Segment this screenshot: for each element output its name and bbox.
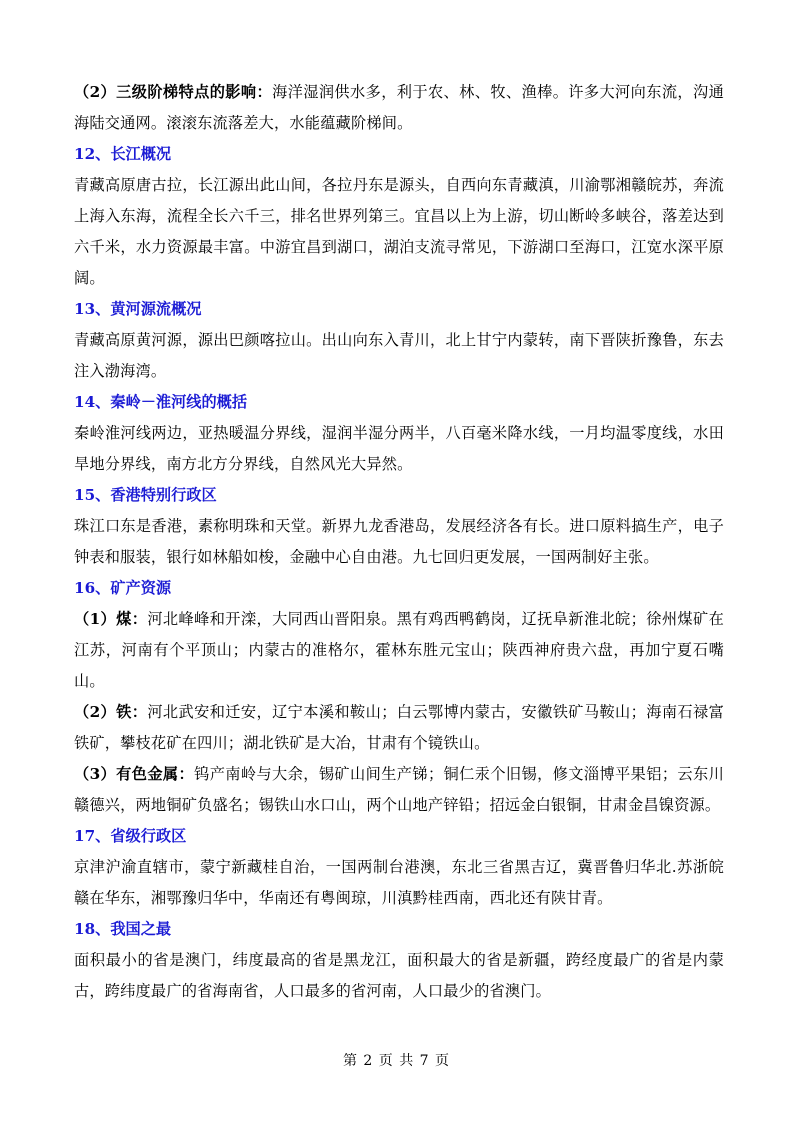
body-paragraph <box>74 697 724 759</box>
body-paragraph <box>74 511 724 573</box>
page-footer: 第 2 页 共 7 页 <box>342 1053 451 1069</box>
body-paragraph <box>74 77 724 139</box>
body-paragraph <box>74 418 724 480</box>
body-paragraph <box>74 945 724 1007</box>
body-paragraph <box>74 604 724 697</box>
document-body <box>74 77 724 1007</box>
paragraph-text: 京津沪渝直辖市，蒙宁新藏桂自治，一国两制台港澳，东北三省黑吉辽，冀晋鲁归华北.苏浙皖赣在华东，湘鄂豫归华中，华南还有粤闽琼，川滇黔桂西南，西北还有陕甘青。 <box>74 858 724 907</box>
section-heading: 12、长江概况 <box>74 145 172 163</box>
paragraph-text: 河北武安和迁安，辽宁本溪和鞍山；白云鄂博内蒙古，安徽铁矿马鞍山；海南石禄富铁矿，攀枝花矿在四川；湖北铁矿是大冶，甘肃有个镜铁山。 <box>74 703 724 752</box>
body-paragraph <box>74 852 724 914</box>
body-paragraph <box>74 325 724 387</box>
section-heading: 17、省级行政区 <box>74 827 187 845</box>
paragraph-text: 青藏高原唐古拉，长江源出此山间，各拉丹东是源头，自西向东青藏滇，川渝鄂湘赣皖苏，奔流上海入东海，流程全长六千三，排名世界列第三。宜昌以上为上游，切山断岭多峡谷，落差达到六千米，水力资源最丰富。中游宜昌到湖口，湖泊支流寻常见，下游湖口至海口，江宽水深平原阔。 <box>74 176 724 287</box>
paragraph-text: 海洋湿润供水多，利于农、林、牧、渔棒。许多大河向东流，沟通海陆交通网。滚滚东流落差大，水能蕴藏阶梯间。 <box>74 83 724 132</box>
section-heading: 16、矿产资源 <box>74 579 172 597</box>
body-paragraph <box>74 170 724 294</box>
section-heading: 18、我国之最 <box>74 920 172 938</box>
paragraph-text: 面积最小的省是澳门，纬度最高的省是黑龙江，面积最大的省是新疆，跨经度最广的省是内蒙古，跨纬度最广的省海南省，人口最多的省河南，人口最少的省澳门。 <box>74 951 724 1000</box>
paragraph-lead: （2）三级阶梯特点的影响： <box>74 83 273 101</box>
paragraph-text: 河北峰峰和开滦，大同西山晋阳泉。黑有鸡西鸭鹤岗，辽抚阜新淮北皖；徐州煤矿在江苏，河南有个平顶山；内蒙古的准格尔，霍林东胜元宝山；陕西神府贵六盘，再加宁夏石嘴山。 <box>74 610 724 690</box>
section-heading: 14、秦岭－淮河线的概括 <box>74 393 248 411</box>
paragraph-lead: （1）煤： <box>74 610 148 628</box>
body-paragraph <box>74 759 724 821</box>
paragraph-lead: （2）铁： <box>74 703 148 721</box>
paragraph-text: 青藏高原黄河源，源出巴颜喀拉山。出山向东入青川，北上甘宁内蒙转，南下晋陕折豫鲁，东去注入渤海湾。 <box>74 331 724 380</box>
paragraph-text: 钨产南岭与大余，锡矿山间生产锑；铜仁汞个旧锡，修文淄博平果铝；云东川赣德兴，两地铜矿负盛名；锡铁山水口山，两个山地产锌铅；招远金白银铜，甘肃金昌镍资源。 <box>74 765 724 814</box>
paragraph-lead: （3）有色金属： <box>74 765 195 783</box>
paragraph-text: 珠江口东是香港，素称明珠和天堂。新界九龙香港岛，发展经济各有长。进口原料搞生产，电子钟表和服装，银行如林船如梭，金融中心自由港。九七回归更发展，一国两制好主张。 <box>74 517 724 566</box>
paragraph-text: 秦岭淮河线两边，亚热暖温分界线，湿润半湿分两半，八百毫米降水线，一月均温零度线，水田旱地分界线，南方北方分界线，自然风光大异然。 <box>74 424 724 473</box>
section-heading: 15、香港特别行政区 <box>74 486 217 504</box>
section-heading: 13、黄河源流概况 <box>74 300 202 318</box>
